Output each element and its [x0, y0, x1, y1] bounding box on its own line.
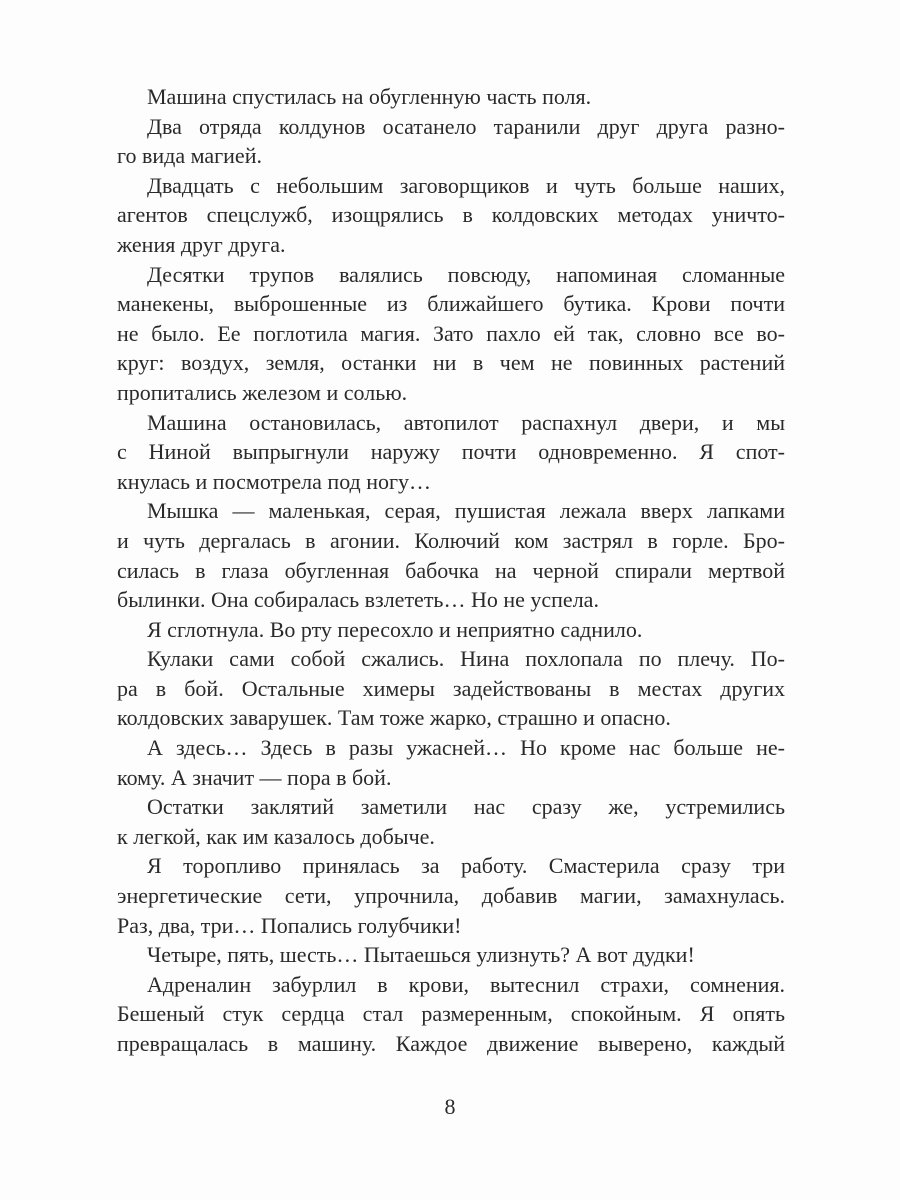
- text-line: Остатки заклятий заметили нас сразу же, устремились: [147, 794, 785, 820]
- text-line: жения друг друга.: [117, 231, 286, 257]
- text-line: Раз, два, три… Попались голубчики!: [117, 912, 462, 938]
- text-line: Машина спустилась на обугленную часть поля.: [147, 84, 592, 109]
- text-line: Кулаки сами собой сжались. Нина похлопала по плечу. По-: [147, 646, 785, 672]
- text-line: Бешеный стук сердца стал размеренным, спокойным. Я опять: [117, 1001, 785, 1027]
- text-line: го вида магией.: [117, 143, 262, 169]
- text-line: силась в глаза обугленная бабочка на черной спирали мертвой: [117, 557, 785, 583]
- text-line: Машина остановилась, автопилот распахнул двери, и мы: [147, 409, 785, 435]
- text-line: кнулась и посмотрела под ногу…: [117, 468, 432, 494]
- paragraph: [117, 171, 785, 260]
- text-line: агентов спецслужб, изощрялись в колдовских методах уничто-: [117, 202, 785, 228]
- text-line: и чуть дергалась в агонии. Колючий ком застрял в горле. Бро-: [117, 527, 785, 553]
- paragraph: [117, 260, 785, 408]
- page-body-text: [117, 82, 785, 1059]
- text-line: Мышка — маленькая, серая, пушистая лежала вверх лапками: [147, 498, 785, 524]
- paragraph: [117, 112, 785, 171]
- text-line: ра в бой. Остальные химеры задействованы в местах других: [117, 675, 785, 701]
- paragraph: [117, 851, 785, 940]
- text-line: колдовских заварушек. Там тоже жарко, страшно и опасно.: [117, 705, 671, 731]
- paragraph: [117, 615, 785, 645]
- text-line: манекены, выброшенные из ближайшего бутика. Крови почти: [117, 291, 785, 317]
- text-line: превращалась в машину. Каждое движение выверено, каждый: [117, 1031, 785, 1056]
- paragraph: [117, 644, 785, 733]
- text-line: пропитались железом и солью.: [117, 379, 408, 405]
- text-line: былинки. Она собиралась взлететь… Но не успела.: [117, 587, 599, 613]
- paragraph: [117, 408, 785, 497]
- text-line: с Ниной выпрыгнули наружу почти одновременно. Я спот-: [117, 439, 785, 465]
- text-line: Четыре, пять, шесть… Пытаешься улизнуть? А вот дудки!: [147, 942, 695, 968]
- text-line: Два отряда колдунов осатанело таранили друг друга разно-: [147, 113, 785, 139]
- text-line: круг: воздух, земля, останки ни в чем не повинных растений: [117, 350, 785, 376]
- text-line: к легкой, как им казалось добыче.: [117, 823, 435, 849]
- text-line: Десятки трупов валялись повсюду, напоминая сломанные: [147, 261, 785, 287]
- paragraph: [117, 970, 785, 1059]
- paragraph: [117, 940, 785, 970]
- page-number: 8: [444, 1094, 456, 1119]
- text-line: энергетические сети, упрочнила, добавив магии, замахнулась.: [117, 883, 785, 909]
- text-line: Адреналин забурлил в крови, вытеснил страхи, сомнения.: [147, 971, 785, 997]
- paragraph: [117, 733, 785, 792]
- paragraph: [117, 82, 785, 112]
- text-line: Я торопливо принялась за работу. Смастерила сразу три: [147, 853, 785, 879]
- paragraph: [117, 792, 785, 851]
- text-line: А здесь… Здесь в разы ужасней… Но кроме нас больше не-: [147, 735, 785, 761]
- paragraph: [117, 496, 785, 614]
- text-line: Я сглотнула. Во рту пересохло и неприятно саднило.: [147, 616, 643, 642]
- text-line: Двадцать с небольшим заговорщиков и чуть больше наших,: [147, 172, 785, 198]
- text-line: кому. А значит — пора в бой.: [117, 764, 392, 790]
- text-line: не было. Ее поглотила магия. Зато пахло ей так, словно все во-: [117, 320, 785, 346]
